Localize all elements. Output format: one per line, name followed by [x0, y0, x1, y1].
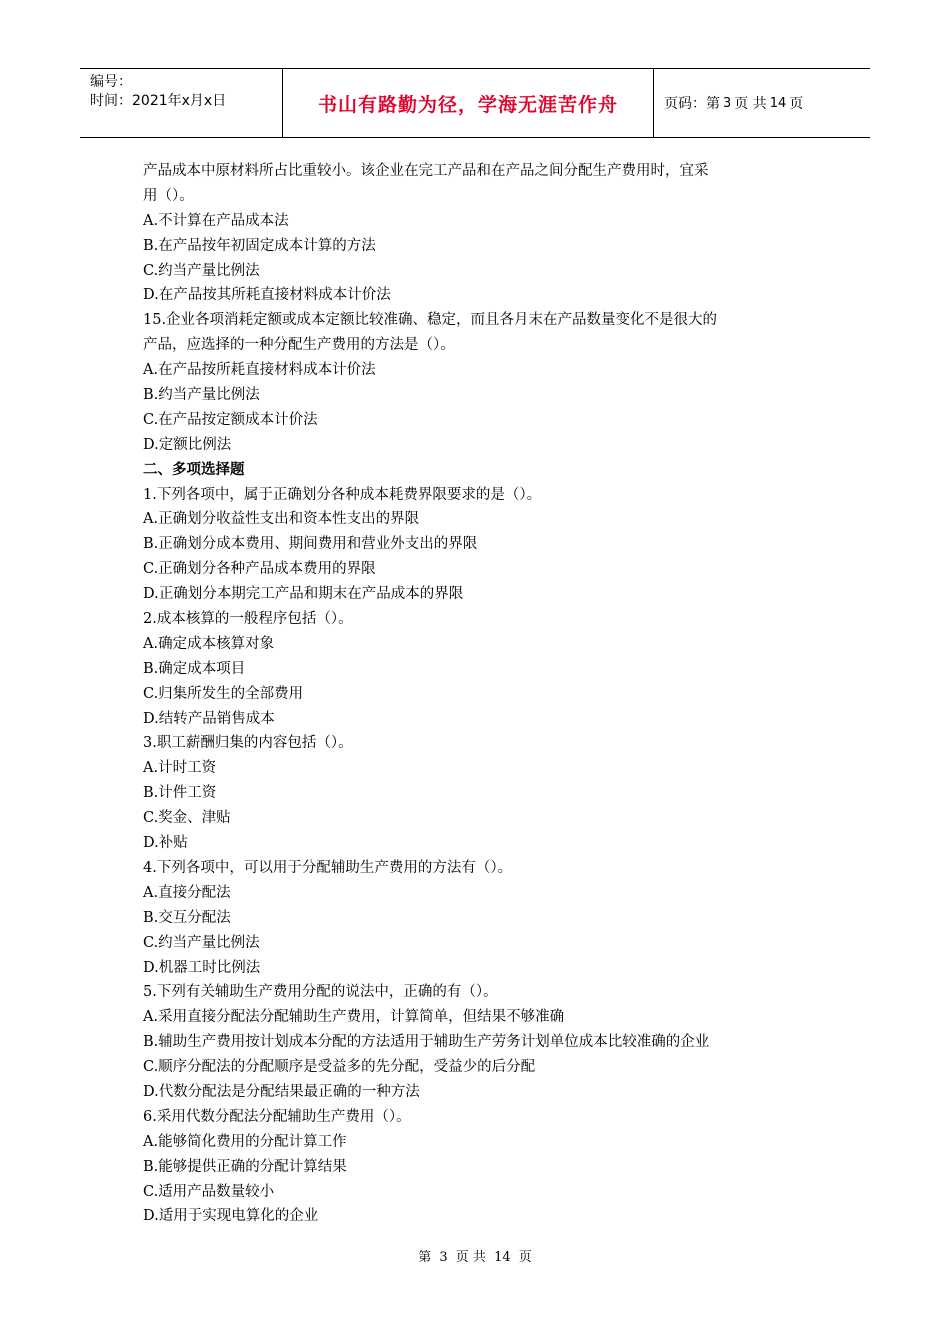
option-line: C.正确划分各种产品成本费用的界限 [143, 561, 376, 578]
option-line: C.顺序分配法的分配顺序是受益多的先分配，受益少的后分配 [143, 1059, 536, 1076]
option-line: C.适用产品数量较小 [143, 1183, 275, 1200]
option-line: C.奖金、津贴 [143, 810, 231, 827]
option-line: D.适用于实现电算化的企业 [143, 1208, 319, 1225]
footer-current-page: 3 [439, 1250, 448, 1265]
option-line: A.不计算在产品成本法 [143, 212, 289, 229]
question-line: 4.下列各项中，可以用于分配辅助生产费用的方法有（）。 [143, 859, 513, 876]
footer-prefix: 第 [418, 1250, 432, 1265]
option-line: C.在产品按定额成本计价法 [143, 411, 318, 428]
question-line: 5.下列有关辅助生产费用分配的说法中，正确的有（）。 [143, 984, 498, 1001]
option-line: A.确定成本核算对象 [143, 635, 275, 652]
question-line: 1.下列各项中，属于正确划分各种成本耗费界限要求的是（）。 [143, 486, 542, 503]
option-line: A.采用直接分配法分配辅助生产费用，计算简单，但结果不够准确 [143, 1009, 565, 1026]
option-line: A.直接分配法 [143, 884, 231, 901]
option-line: B.交互分配法 [143, 909, 231, 926]
header-motto: 书山有路勤为径，学海无涯苦作舟 [317, 93, 618, 116]
option-line: D.补贴 [143, 835, 188, 852]
option-line: B.在产品按年初固定成本计算的方法 [143, 237, 376, 254]
page-suffix: 页 [789, 96, 804, 112]
option-line: A.正确划分收益性支出和资本性支出的界限 [143, 511, 420, 528]
option-line: B.能够提供正确的分配计算结果 [143, 1158, 347, 1175]
option-line: D.定额比例法 [143, 436, 232, 453]
option-line: A.在产品按所耗直接材料成本计价法 [143, 362, 376, 379]
option-line: D.代数分配法是分配结果最正确的一种方法 [143, 1083, 420, 1100]
document-code-label: 编号： [90, 74, 132, 90]
option-line: B.正确划分成本费用、期间费用和营业外支出的界限 [143, 536, 478, 553]
header-page-info [654, 69, 870, 137]
page-header [80, 68, 870, 138]
page-current: 3 [723, 95, 732, 111]
option-line: D.在产品按其所耗直接材料成本计价法 [143, 287, 391, 304]
question-line: 2.成本核算的一般程序包括（）。 [143, 611, 353, 628]
option-line: A.能够简化费用的分配计算工作 [143, 1133, 347, 1150]
option-line: B.计件工资 [143, 785, 217, 802]
footer-mid: 页 共 [455, 1250, 486, 1265]
section-heading: 二、多项选择题 [143, 461, 245, 478]
option-line: B.约当产量比例法 [143, 387, 260, 404]
option-line: D.机器工时比例法 [143, 959, 261, 976]
option-line: B.辅助生产费用按计划成本分配的方法适用于辅助生产劳务计划单位成本比较准确的企业 [143, 1034, 710, 1051]
document-body [143, 159, 815, 1229]
page-mid: 页 共 [734, 96, 767, 112]
text-line: 产品成本中原材料所占比重较小。该企业在完工产品和在产品之间分配生产费用时，宜采 [143, 163, 709, 179]
option-line: C.约当产量比例法 [143, 262, 260, 279]
question-line: 6.采用代数分配法分配辅助生产费用（）。 [143, 1108, 411, 1125]
footer-total-pages: 14 [494, 1250, 511, 1265]
page-prefix: 页码：第 [664, 96, 720, 112]
option-line: C.约当产量比例法 [143, 934, 260, 951]
text-line: 用（）。 [143, 187, 194, 204]
header-motto-cell [282, 69, 654, 137]
option-line: C.归集所发生的全部费用 [143, 685, 304, 702]
option-line: B.确定成本项目 [143, 660, 246, 677]
footer-suffix: 页 [518, 1250, 532, 1265]
page-total: 14 [769, 95, 787, 111]
page-footer [0, 1246, 950, 1265]
question-line: 产品，应选择的一种分配生产费用的方法是（）。 [143, 337, 455, 354]
option-line: D.正确划分本期完工产品和期末在产品成本的界限 [143, 586, 464, 603]
question-line: 3.职工薪酬归集的内容包括（）。 [143, 735, 353, 752]
document-time-label: 时间：2021年x月x日 [90, 93, 227, 109]
header-meta [80, 69, 282, 137]
question-line: 15.企业各项消耗定额或成本定额比较准确、稳定，而且各月末在产品数量变化不是很大的 [143, 312, 718, 329]
option-line: D.结转产品销售成本 [143, 710, 275, 727]
option-line: A.计时工资 [143, 760, 217, 777]
